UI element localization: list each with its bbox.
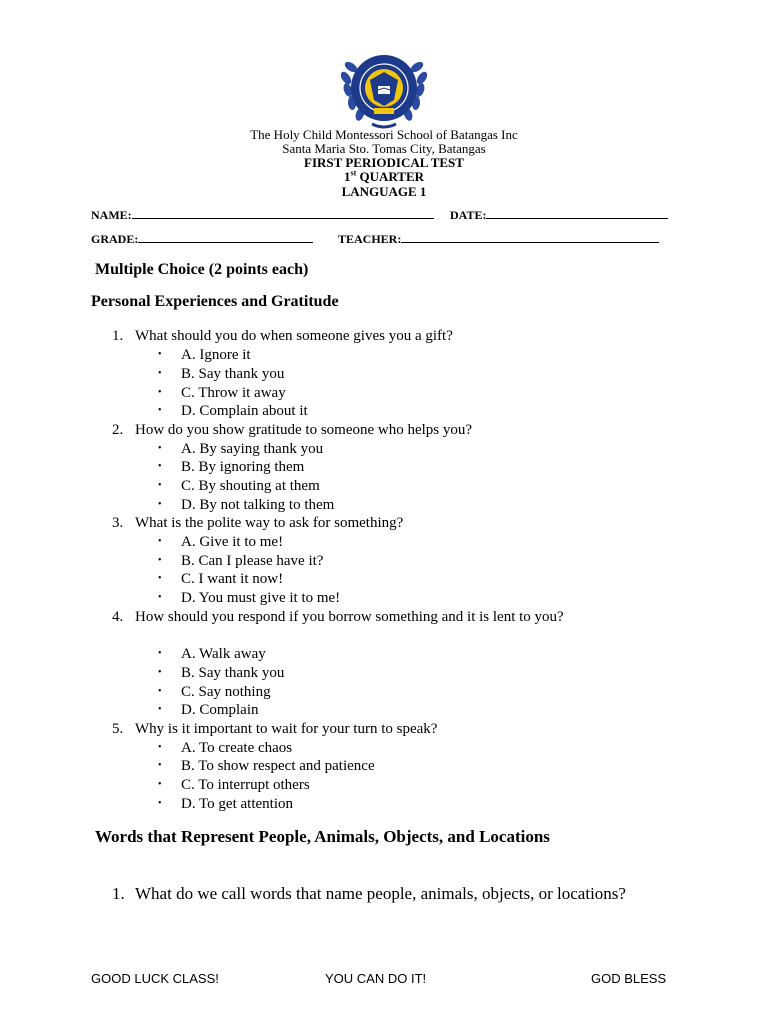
bullet-icon: • <box>158 742 162 753</box>
teacher-field[interactable] <box>338 231 659 247</box>
grade-field[interactable] <box>91 231 313 247</box>
teacher-blank[interactable] <box>401 231 659 243</box>
footer-left: GOOD LUCK CLASS! <box>91 971 219 986</box>
name-blank[interactable] <box>132 207 434 219</box>
bullet-icon: • <box>158 592 162 603</box>
bullet-icon: • <box>158 573 162 584</box>
bullet-icon: • <box>158 349 162 360</box>
footer-right: GOD BLESS <box>591 971 667 986</box>
bullet-icon: • <box>158 667 162 678</box>
date-blank[interactable] <box>486 207 668 219</box>
grade-blank[interactable] <box>138 231 313 243</box>
section-title-multiple-choice: Multiple Choice (2 points each) <box>95 261 309 278</box>
bullet-icon: • <box>158 499 162 510</box>
grade-label: GRADE: <box>91 232 139 246</box>
question-text: How should you respond if you borrow something and it is lent to you? <box>135 609 564 625</box>
bullet-icon: • <box>158 480 162 491</box>
quarter-ordinal: st <box>350 168 357 178</box>
test-page: The Holy Child Montessori School of Batangas Inc Santa Maria Sto. Tomas City, Batangas FIRST PERIODICAL TEST 1st QUARTER LANGUAGE 1 NAME: DATE: GRADE: TEACHER: Multiple Choice (2 points each) Personal Experiences and Gratitude 1. What should you do when someone gives you a gift? • A. Ignore it • B. Say thank you • C. Throw it away • D. Complain about it 2. How do you show gratitude to someone who helps you? • A. By saying thank you • B. By ignoring them • C. By shouting at them • D. By not talking to them 3. What is the polite way to ask for something? • A. Give it to me! • B. Can I please have it? • C. I want it now! • D. You must give it to me! 4. How should you respond if you borrow something and it is lent to you? • A. Walk away • B. Say thank you • C. Say nothing • D. Complain 5. Why is it important to wait for your turn to speak? • A. To create chaos • B. To show respect and patience • C. To interrupt others • D. To get attention Words that Represent People, Animals, Objects, and Locations 1. What do we call words that name people, animals, objects, or locations? GOOD LUCK CLASS! YOU CAN DO IT! GOD BLESS <box>0 0 768 1024</box>
teacher-label: TEACHER: <box>338 232 402 246</box>
school-address: Santa Maria Sto. Tomas City, Batangas <box>282 141 486 156</box>
quarter-number: 1 <box>343 169 351 184</box>
bullet-icon: • <box>158 555 162 566</box>
bullet-icon: • <box>158 536 162 547</box>
question-text: How do you show gratitude to someone who helps you? <box>135 422 473 438</box>
bullet-icon: • <box>158 798 162 809</box>
section-subtitle: Personal Experiences and Gratitude <box>91 293 339 310</box>
bullet-icon: • <box>158 387 162 398</box>
bullet-icon: • <box>158 704 162 715</box>
bullet-icon: • <box>158 686 162 697</box>
question-text: Why is it important to wait for your turn to speak? <box>135 721 438 737</box>
question-text: What do we call words that name people, animals, objects, or locations? <box>135 884 626 903</box>
date-field[interactable] <box>450 207 668 223</box>
bullet-icon: • <box>158 779 162 790</box>
question-text: What is the polite way to ask for something? <box>135 515 404 531</box>
bullet-icon: • <box>158 405 162 416</box>
bullet-icon: • <box>158 760 162 771</box>
footer-center: YOU CAN DO IT! <box>325 971 427 986</box>
quarter-label <box>0 170 768 184</box>
name-label: NAME: <box>91 208 132 222</box>
bullet-icon: • <box>158 648 162 659</box>
name-field[interactable] <box>91 207 434 223</box>
subject-label: LANGUAGE 1 <box>341 184 427 199</box>
quarter-word: QUARTER <box>359 169 425 184</box>
bullet-icon: • <box>158 461 162 472</box>
school-name: The Holy Child Montessori School of Batangas Inc <box>250 127 518 142</box>
bullet-icon: • <box>158 443 162 454</box>
bullet-icon: • <box>158 368 162 379</box>
test-title: FIRST PERIODICAL TEST <box>304 155 464 170</box>
school-seal-logo <box>334 50 434 132</box>
section-title-words: Words that Represent People, Animals, Objects, and Locations <box>95 827 550 846</box>
question-text: What should you do when someone gives you a gift? <box>135 328 453 344</box>
date-label: DATE: <box>450 208 487 222</box>
